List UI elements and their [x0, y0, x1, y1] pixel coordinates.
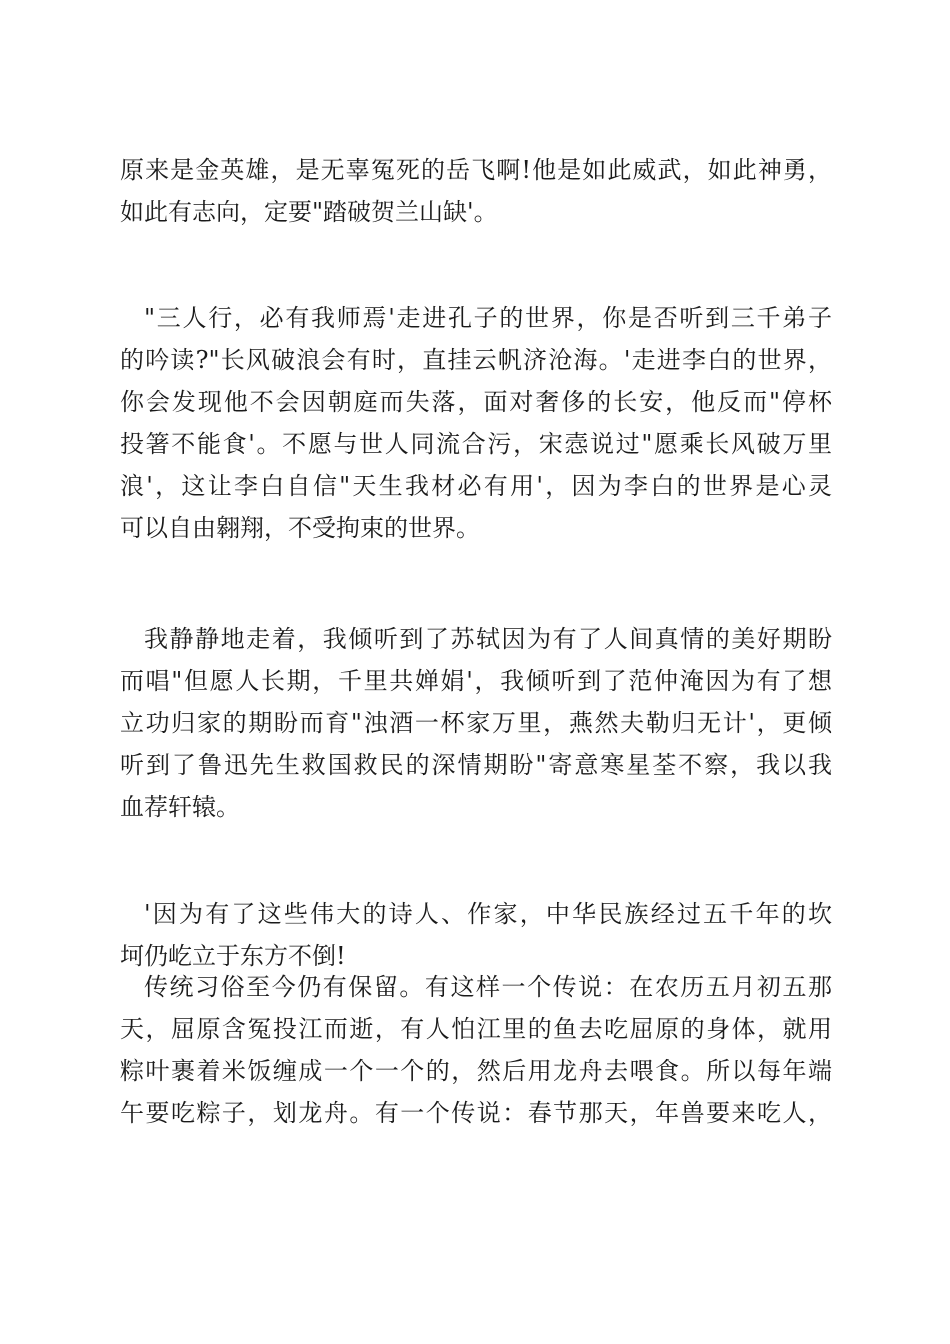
paragraph-poets: [120, 893, 832, 977]
text-line: 粽叶裹着米饭缠成一个一个的，然后用龙舟去喂食。所以每年端: [120, 1057, 832, 1085]
text-line: 而唱"但愿人长期，千里共婵娟'，我倾听到了范仲淹因为有了想: [120, 667, 832, 695]
text-line: 原来是金英雄，是无辜冤死的岳飞啊!他是如此威武，如此神勇，: [120, 156, 832, 184]
paragraph-customs: [120, 966, 832, 1134]
text-line: 坷仍屹立于东方不倒!: [120, 942, 346, 970]
paragraph-sushi-fanzhongyan: [120, 618, 832, 828]
text-line: 如此有志向，定要"踏破贺兰山缺'。: [120, 198, 498, 226]
text-line: 的吟读?"长风破浪会有时，直挂云帆济沧海。'走进李白的世界，: [120, 346, 832, 374]
text-line: 午要吃粽子，划龙舟。有一个传说：春节那天，年兽要来吃人，: [120, 1099, 832, 1127]
text-line: 可以自由翱翔，不受拘束的世界。: [120, 514, 480, 542]
paragraph-confucius-libai: [120, 297, 832, 549]
text-line: 投箸不能食'。不愿与世人同流合污，宋悫说过"愿乘长风破万里: [120, 430, 832, 458]
text-line: 我静静地走着，我倾听到了苏轼因为有了人间真情的美好期盼: [144, 625, 832, 653]
text-line: 天，屈原含冤投江而逝，有人怕江里的鱼去吃屈原的身体，就用: [120, 1015, 832, 1043]
text-line: '因为有了这些伟大的诗人、作家，中华民族经过五千年的坎: [144, 900, 832, 928]
text-line: 你会发现他不会因朝庭而失落，面对奢侈的长安，他反而"停杯: [120, 388, 832, 416]
text-line: 血荐轩辕。: [120, 793, 240, 821]
text-line: "三人行，必有我师焉'走进孔子的世界，你是否听到三千弟子: [144, 304, 832, 332]
text-line: 听到了鲁迅先生救国救民的深情期盼"寄意寒星荃不察，我以我: [120, 751, 832, 779]
text-line: 浪'，这让李白自信"天生我材必有用'，因为李白的世界是心灵: [120, 472, 832, 500]
text-line: 立功归家的期盼而育"浊酒一杯家万里，燕然夫勒归无计'，更倾: [120, 709, 832, 737]
paragraph-yuefei: [120, 149, 832, 233]
text-line: 传统习俗至今仍有保留。有这样一个传说：在农历五月初五那: [144, 973, 832, 1001]
